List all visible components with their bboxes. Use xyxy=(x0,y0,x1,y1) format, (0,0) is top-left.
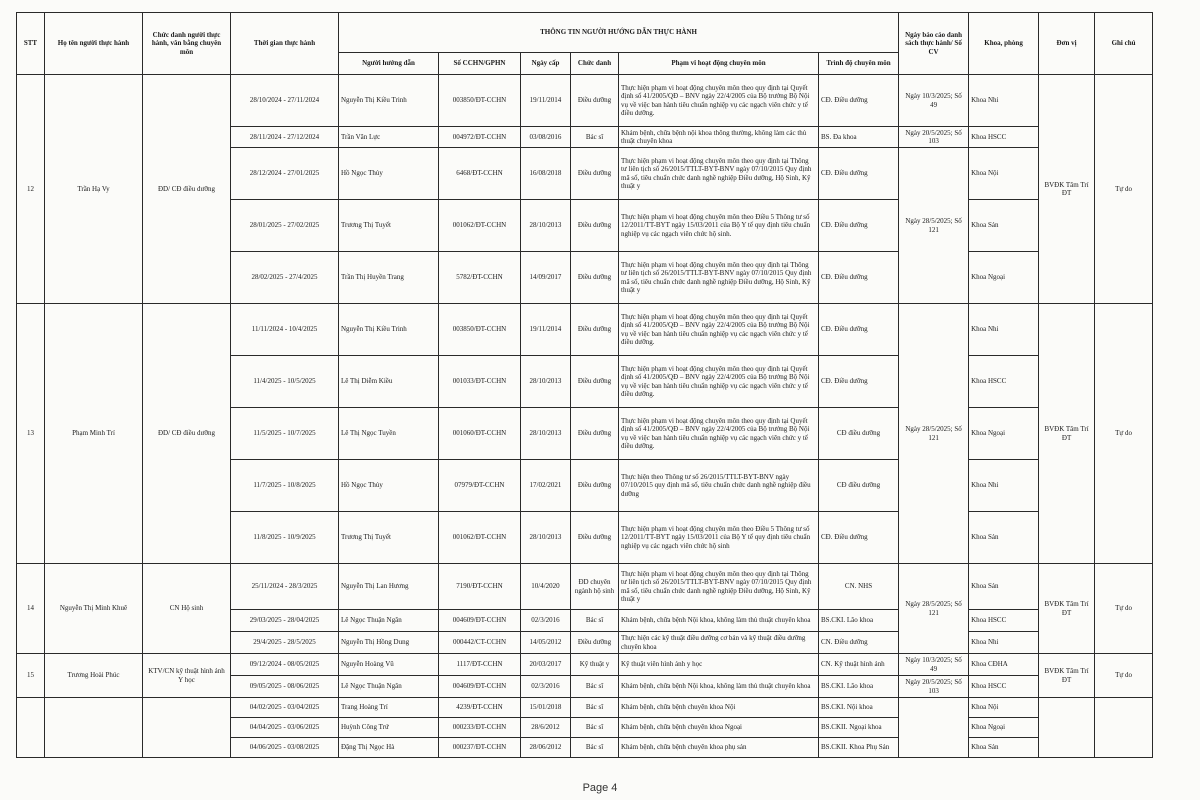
dept-cell: Khoa HSCC xyxy=(969,356,1039,408)
scope-cell: Khám bệnh, chữa bệnh chuyên khoa phụ sản xyxy=(619,738,819,758)
mentor-cell: Huỳnh Công Trứ xyxy=(339,718,439,738)
cert-cell: 7190/ĐT-CCHN xyxy=(439,564,521,610)
dept-cell: Khoa Ngoại xyxy=(969,718,1039,738)
header-position: Chức danh xyxy=(571,53,619,75)
header-mentor: Người hướng dẫn xyxy=(339,53,439,75)
scope-cell: Thực hiện phạm vi hoạt động chuyên môn theo quy định tại Quyết định số 41/2005/QĐ – BNV ngày 22/4/2005 của Bộ trưởng Bộ Nội vụ về việc ban hành tiêu chuẩn nghiệp vụ các ngạch viên chức y tế điều dưỡng. xyxy=(619,304,819,356)
scope-cell: Thực hiện phạm vi hoạt động chuyên môn theo quy định tại Thông tư liên tịch số 26/2015/TTLT-BYT-BNV ngày 07/10/2015 Quy định mã số, tiêu chuẩn chức danh nghề nghiệp Điều dưỡng, Hộ Sinh, Kỹ thuật y xyxy=(619,148,819,200)
scope-cell: Thực hiện phạm vi hoạt động chuyên môn theo Điều 5 Thông tư số 12/2011/TT-BYT ngày 15/03/2011 của Bộ Y tế quy định tiêu chuẩn nghiệp vụ các ngạch viên chức hộ sinh xyxy=(619,512,819,564)
stt-cell: 12 xyxy=(17,75,45,304)
scope-cell: Thực hiện phạm vi hoạt động chuyên môn theo quy định tại Quyết định số 41/2005/QĐ – BNV ngày 22/4/2005 của Bộ trưởng Bộ Nội vụ về việc ban hành tiêu chuẩn nghiệp vụ các ngạch viên chức y tế điều dưỡng. xyxy=(619,408,819,460)
scope-cell: Thực hiện phạm vi hoạt động chuyên môn theo quy định tại Thông tư liên tịch số 26/2015/TTLT-BYT-BNV ngày 07/10/2015 Quy định mã số, tiêu chuẩn chức danh nghề nghiệp Điều dưỡng, Hộ Sinh, Kỹ thuật y xyxy=(619,252,819,304)
position-cell: Điều dưỡng xyxy=(571,512,619,564)
period-cell: 29/03/2025 - 28/04/2025 xyxy=(231,610,339,632)
name-cell: Phạm Minh Trí xyxy=(45,304,143,564)
level-cell: CĐ. Điều dưỡng xyxy=(819,252,899,304)
mentor-cell: Nguyễn Thị Kiều Trinh xyxy=(339,304,439,356)
dept-cell: Khoa Nội xyxy=(969,148,1039,200)
cert-cell: 5782/ĐT-CCHN xyxy=(439,252,521,304)
mentor-cell: Lê Thị Diễm Kiều xyxy=(339,356,439,408)
dept-cell: Khoa CĐHA xyxy=(969,654,1039,676)
dept-cell: Khoa Nội xyxy=(969,698,1039,718)
name-cell: Trần Hạ Vy xyxy=(45,75,143,304)
note-cell: Tự do xyxy=(1095,564,1153,654)
period-cell: 04/06/2025 - 03/08/2025 xyxy=(231,738,339,758)
scope-cell: Khám bệnh, chữa bệnh Nội khoa, không làm thủ thuật chuyên khoa xyxy=(619,676,819,698)
cert-cell: 001062/ĐT-CCHN xyxy=(439,200,521,252)
title-cell: ĐD/ CĐ điều dưỡng xyxy=(143,304,231,564)
position-cell: Điều dưỡng xyxy=(571,75,619,127)
issued-cell: 20/03/2017 xyxy=(521,654,571,676)
name-cell: Nguyễn Thị Minh Khuê xyxy=(45,564,143,654)
dept-cell: Khoa Ngoại xyxy=(969,252,1039,304)
period-cell: 04/02/2025 - 03/04/2025 xyxy=(231,698,339,718)
level-cell: CĐ. Điều dưỡng xyxy=(819,512,899,564)
cert-cell: 1117/ĐT-CCHN xyxy=(439,654,521,676)
level-cell: CN. Kỹ thuật hình ảnh xyxy=(819,654,899,676)
period-cell: 11/5/2025 - 10/7/2025 xyxy=(231,408,339,460)
position-cell: Điều dưỡng xyxy=(571,460,619,512)
header-cert: Số CCHN/GPHN xyxy=(439,53,521,75)
level-cell: CN. NHS xyxy=(819,564,899,610)
cert-cell: 004609/ĐT-CCHN xyxy=(439,676,521,698)
note-cell: Tự do xyxy=(1095,304,1153,564)
issued-cell: 02/3/2016 xyxy=(521,610,571,632)
position-cell: Điều dưỡng xyxy=(571,408,619,460)
mentor-cell: Nguyễn Thị Kiều Trinh xyxy=(339,75,439,127)
stt-cell: 15 xyxy=(17,654,45,698)
table-row xyxy=(17,564,1153,610)
position-cell: Điều dưỡng xyxy=(571,252,619,304)
note-cell: Tự do xyxy=(1095,654,1153,698)
stt-cell xyxy=(17,698,45,758)
scope-cell: Khám bệnh, chữa bệnh Nội khoa, không làm thủ thuật chuyên khoa xyxy=(619,610,819,632)
issued-cell: 14/05/2012 xyxy=(521,632,571,654)
report-cell: Ngày 20/5/2025; Số 103 xyxy=(899,676,969,698)
scope-cell: Thực hiện phạm vi hoạt động chuyên môn theo quy định tại Quyết định số 41/2005/QĐ – BNV ngày 22/4/2005 của Bộ trưởng Bộ Nội vụ về việc ban hành tiêu chuẩn nghiệp vụ các ngạch viên chức y tế điều dưỡng. xyxy=(619,356,819,408)
name-cell xyxy=(45,698,143,758)
cert-cell: 000442/CT-CCHN xyxy=(439,632,521,654)
report-cell: Ngày 28/5/2025; Số 121 xyxy=(899,148,969,304)
issued-cell: 10/4/2020 xyxy=(521,564,571,610)
position-cell: Bác sĩ xyxy=(571,127,619,148)
report-cell: Ngày 28/5/2025; Số 121 xyxy=(899,564,969,654)
mentor-cell: Trang Hoàng Trí xyxy=(339,698,439,718)
scope-cell: Khám bệnh, chữa bệnh chuyên khoa Ngoại xyxy=(619,718,819,738)
position-cell: Điều dưỡng xyxy=(571,148,619,200)
period-cell: 11/8/2025 - 10/9/2025 xyxy=(231,512,339,564)
scope-cell: Kỹ thuật viên hình ảnh y học xyxy=(619,654,819,676)
period-cell: 09/05/2025 - 08/06/2025 xyxy=(231,676,339,698)
table-row xyxy=(17,75,1153,127)
cert-cell: 004972/ĐT-CCHN xyxy=(439,127,521,148)
cert-cell: 004609/ĐT-CCHN xyxy=(439,610,521,632)
cert-cell: 001060/ĐT-CCHN xyxy=(439,408,521,460)
position-cell: Điều dưỡng xyxy=(571,200,619,252)
level-cell: BS.CKI. Lão khoa xyxy=(819,610,899,632)
mentor-cell: Trần Thị Huyền Trang xyxy=(339,252,439,304)
mentor-cell: Trương Thị Tuyết xyxy=(339,200,439,252)
level-cell: CĐ điều dưỡng xyxy=(819,408,899,460)
level-cell: CĐ. Điều dưỡng xyxy=(819,148,899,200)
dept-cell: Khoa Ngoại xyxy=(969,408,1039,460)
cert-cell: 001033/ĐT-CCHN xyxy=(439,356,521,408)
position-cell: Bác sĩ xyxy=(571,676,619,698)
report-cell: Ngày 20/5/2025; Số 103 xyxy=(899,127,969,148)
level-cell: BS.CKII. Khoa Phụ Sản xyxy=(819,738,899,758)
header-group: THÔNG TIN NGƯỜI HƯỚNG DẪN THỰC HÀNH xyxy=(339,13,899,53)
header-note: Ghi chú xyxy=(1095,13,1153,75)
position-cell: Bác sĩ xyxy=(571,698,619,718)
mentor-cell: Trần Văn Lực xyxy=(339,127,439,148)
dept-cell: Khoa Sản xyxy=(969,738,1039,758)
issued-cell: 15/01/2018 xyxy=(521,698,571,718)
header-scope: Phạm vi hoạt động chuyên môn xyxy=(619,53,819,75)
mentor-cell: Lê Thị Ngọc Tuyền xyxy=(339,408,439,460)
level-cell: CĐ điều dưỡng xyxy=(819,460,899,512)
scope-cell: Thực hiện theo Thông tư số 26/2015/TTLT-BYT-BNV ngày 07/10/2015 quy định mã số, tiêu chuẩn chức danh nghề nghiệp điều dưỡng xyxy=(619,460,819,512)
stt-cell: 14 xyxy=(17,564,45,654)
header-name: Họ tên người thực hành xyxy=(45,13,143,75)
header-report: Ngày báo cáo danh sách thực hành/ Số CV xyxy=(899,13,969,75)
mentor-cell: Nguyễn Thị Lan Hương xyxy=(339,564,439,610)
report-cell xyxy=(899,698,969,758)
note-cell xyxy=(1095,698,1153,758)
dept-cell: Khoa Nhi xyxy=(969,304,1039,356)
dept-cell: Khoa HSCC xyxy=(969,127,1039,148)
level-cell: CĐ. Điều dưỡng xyxy=(819,200,899,252)
mentor-cell: Hồ Ngọc Thủy xyxy=(339,460,439,512)
table-row xyxy=(17,654,1153,676)
table-row xyxy=(17,698,1153,718)
level-cell: CĐ. Điều dưỡng xyxy=(819,304,899,356)
issued-cell: 28/10/2013 xyxy=(521,356,571,408)
cert-cell: 000237/ĐT-CCHN xyxy=(439,738,521,758)
position-cell: Điều dưỡng xyxy=(571,356,619,408)
header-period: Thời gian thực hành xyxy=(231,13,339,75)
mentor-cell: Nguyễn Thị Hồng Dung xyxy=(339,632,439,654)
page-number: Page 4 xyxy=(582,782,618,794)
period-cell: 11/11/2024 - 10/4/2025 xyxy=(231,304,339,356)
scope-cell: Thực hiện phạm vi hoạt động chuyên môn theo quy định tại Quyết định số 41/2005/QĐ – BNV ngày 22/4/2005 của Bộ trưởng Bộ Nội vụ về việc ban hành tiêu chuẩn nghiệp vụ các ngạch viên chức y tế điều dưỡng. xyxy=(619,75,819,127)
stt-cell: 13 xyxy=(17,304,45,564)
period-cell: 28/12/2024 - 27/01/2025 xyxy=(231,148,339,200)
position-cell: Bác sĩ xyxy=(571,610,619,632)
unit-cell: BVĐK Tâm Trí ĐT xyxy=(1039,654,1095,698)
level-cell: CN. Điều dưỡng xyxy=(819,632,899,654)
dept-cell: Khoa Nhi xyxy=(969,632,1039,654)
note-cell: Tự do xyxy=(1095,75,1153,304)
scope-cell: Thực hiện các kỹ thuật điều dưỡng cơ bản và kỹ thuật điều dưỡng chuyên khoa xyxy=(619,632,819,654)
unit-cell: BVĐK Tâm Trí ĐT xyxy=(1039,304,1095,564)
mentor-cell: Lê Ngọc Thuận Ngân xyxy=(339,676,439,698)
issued-cell: 17/02/2021 xyxy=(521,460,571,512)
period-cell: 28/10/2024 - 27/11/2024 xyxy=(231,75,339,127)
report-cell: Ngày 28/5/2025; Số 121 xyxy=(899,304,969,564)
mentor-cell: Trương Thị Tuyết xyxy=(339,512,439,564)
issued-cell: 03/08/2016 xyxy=(521,127,571,148)
header-stt: STT xyxy=(17,13,45,75)
header-title: Chức danh người thực hành, văn bằng chuyên môn xyxy=(143,13,231,75)
position-cell: Kỹ thuật y xyxy=(571,654,619,676)
cert-cell: 07979/ĐT-CCHN xyxy=(439,460,521,512)
position-cell: ĐD chuyên ngành hộ sinh xyxy=(571,564,619,610)
dept-cell: Khoa Sản xyxy=(969,200,1039,252)
header-unit: Đơn vị xyxy=(1039,13,1095,75)
cert-cell: 003850/ĐT-CCHN xyxy=(439,304,521,356)
mentor-cell: Đặng Thị Ngọc Hà xyxy=(339,738,439,758)
title-cell: KTV/CN kỹ thuật hình ảnh Y học xyxy=(143,654,231,698)
title-cell: ĐD/ CĐ điều dưỡng xyxy=(143,75,231,304)
period-cell: 11/4/2025 - 10/5/2025 xyxy=(231,356,339,408)
period-cell: 28/01/2025 - 27/02/2025 xyxy=(231,200,339,252)
period-cell: 04/04/2025 - 03/06/2025 xyxy=(231,718,339,738)
scope-cell: Khám bệnh, chữa bệnh chuyên khoa Nội xyxy=(619,698,819,718)
mentor-cell: Nguyễn Hoàng Vũ xyxy=(339,654,439,676)
level-cell: CĐ. Điều dưỡng xyxy=(819,75,899,127)
dept-cell: Khoa Nhi xyxy=(969,75,1039,127)
dept-cell: Khoa Sản xyxy=(969,512,1039,564)
cert-cell: 4239/ĐT-CCHN xyxy=(439,698,521,718)
issued-cell: 28/10/2013 xyxy=(521,512,571,564)
issued-cell: 19/11/2014 xyxy=(521,304,571,356)
position-cell: Bác sĩ xyxy=(571,718,619,738)
period-cell: 25/11/2024 - 28/3/2025 xyxy=(231,564,339,610)
cert-cell: 001062/ĐT-CCHN xyxy=(439,512,521,564)
period-cell: 09/12/2024 - 08/05/2025 xyxy=(231,654,339,676)
unit-cell: BVĐK Tâm Trí ĐT xyxy=(1039,75,1095,304)
scope-cell: Khám bệnh, chữa bệnh nội khoa thông thường, không làm các thủ thuật chuyên khoa xyxy=(619,127,819,148)
issued-cell: 14/09/2017 xyxy=(521,252,571,304)
practice-table xyxy=(16,12,1153,758)
cert-cell: 000233/ĐT-CCHN xyxy=(439,718,521,738)
dept-cell: Khoa Nhi xyxy=(969,460,1039,512)
header-issued: Ngày cấp xyxy=(521,53,571,75)
position-cell: Bác sĩ xyxy=(571,738,619,758)
report-cell: Ngày 10/3/2025; Số 49 xyxy=(899,654,969,676)
issued-cell: 28/06/2012 xyxy=(521,738,571,758)
issued-cell: 28/6/2012 xyxy=(521,718,571,738)
level-cell: BS.CKII. Ngoại khoa xyxy=(819,718,899,738)
issued-cell: 28/10/2013 xyxy=(521,200,571,252)
level-cell: BS.CKI. Nội khoa xyxy=(819,698,899,718)
period-cell: 28/02/2025 - 27/4/2025 xyxy=(231,252,339,304)
table-row xyxy=(17,304,1153,356)
title-cell xyxy=(143,698,231,758)
name-cell: Trương Hoài Phúc xyxy=(45,654,143,698)
issued-cell: 16/08/2018 xyxy=(521,148,571,200)
report-cell: Ngày 10/3/2025; Số 49 xyxy=(899,75,969,127)
unit-cell xyxy=(1039,698,1095,758)
position-cell: Điều dưỡng xyxy=(571,304,619,356)
cert-cell: 003850/ĐT-CCHN xyxy=(439,75,521,127)
mentor-cell: Lê Ngọc Thuận Ngân xyxy=(339,610,439,632)
issued-cell: 28/10/2013 xyxy=(521,408,571,460)
scope-cell: Thực hiện phạm vi hoạt động chuyên môn theo quy định tại Thông tư liên tịch số 26/2015/TTLT-BYT-BNV ngày 07/10/2015 Quy định mã số, tiêu chuẩn chức danh nghề nghiệp Điều dưỡng, Hộ Sinh, Kỹ thuật y xyxy=(619,564,819,610)
level-cell: BS. Đa khoa xyxy=(819,127,899,148)
issued-cell: 02/3/2016 xyxy=(521,676,571,698)
level-cell: CĐ. Điều dưỡng xyxy=(819,356,899,408)
dept-cell: Khoa HSCC xyxy=(969,610,1039,632)
title-cell: CN Hộ sinh xyxy=(143,564,231,654)
issued-cell: 19/11/2014 xyxy=(521,75,571,127)
dept-cell: Khoa HSCC xyxy=(969,676,1039,698)
level-cell: BS.CKI. Lão khoa xyxy=(819,676,899,698)
period-cell: 28/11/2024 - 27/12/2024 xyxy=(231,127,339,148)
unit-cell: BVĐK Tâm Trí ĐT xyxy=(1039,564,1095,654)
cert-cell: 6468/ĐT-CCHN xyxy=(439,148,521,200)
mentor-cell: Hồ Ngọc Thủy xyxy=(339,148,439,200)
dept-cell: Khoa Sản xyxy=(969,564,1039,610)
period-cell: 11/7/2025 - 10/8/2025 xyxy=(231,460,339,512)
scope-cell: Thực hiện phạm vi hoạt động chuyên môn theo Điều 5 Thông tư số 12/2011/TT-BYT ngày 15/03/2011 của Bộ Y tế quy định tiêu chuẩn nghiệp vụ các ngạch viên chức hộ sinh. xyxy=(619,200,819,252)
period-cell: 29/4/2025 - 28/5/2025 xyxy=(231,632,339,654)
header-level: Trình độ chuyên môn xyxy=(819,53,899,75)
position-cell: Điều dưỡng xyxy=(571,632,619,654)
header-dept: Khoa, phòng xyxy=(969,13,1039,75)
